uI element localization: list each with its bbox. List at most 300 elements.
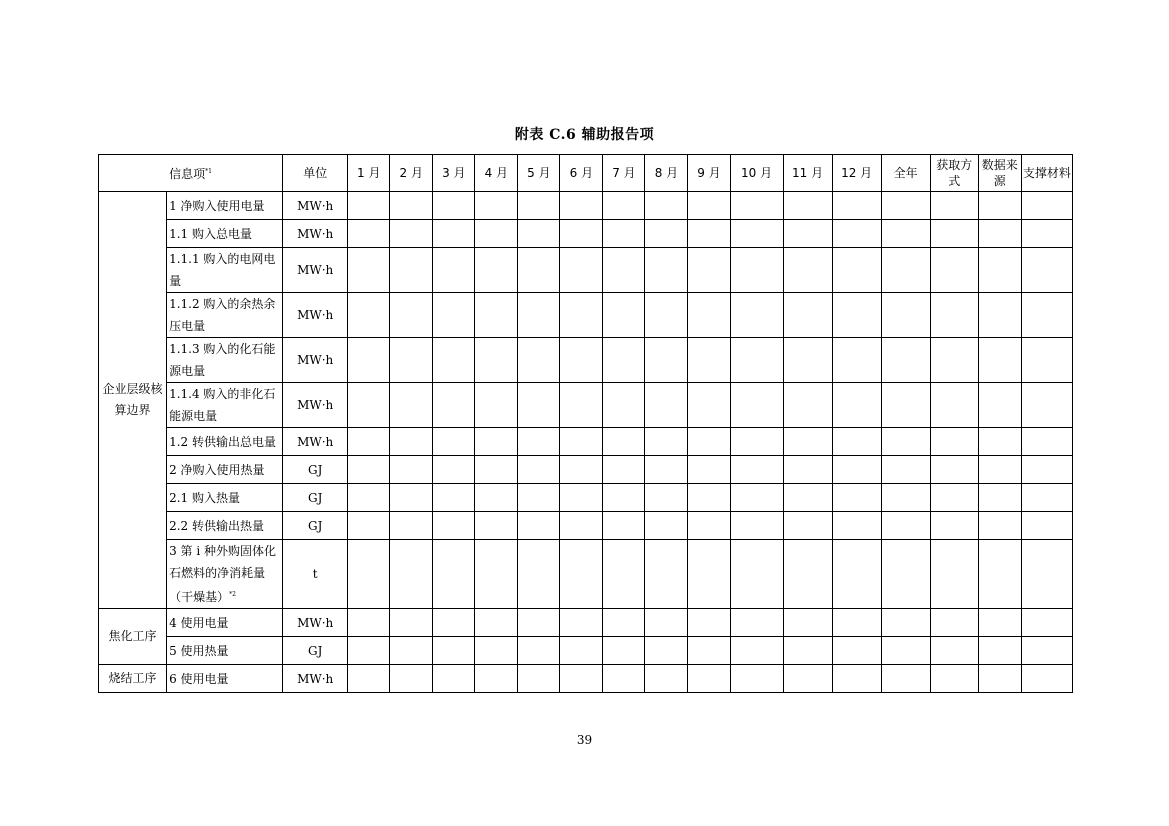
value-cell[interactable]: [603, 484, 645, 512]
item-cell: [167, 637, 283, 665]
value-cell[interactable]: [930, 456, 978, 484]
value-cell[interactable]: [881, 484, 930, 512]
value-cell[interactable]: [730, 540, 783, 609]
value-cell[interactable]: [348, 484, 390, 512]
value-cell[interactable]: [645, 248, 688, 293]
value-cell[interactable]: [832, 540, 881, 609]
value-cell[interactable]: [730, 220, 783, 248]
table-row: [99, 665, 1073, 693]
value-cell[interactable]: [603, 428, 645, 456]
value-cell[interactable]: [1021, 248, 1072, 293]
value-cell[interactable]: [688, 220, 730, 248]
item-cell: [167, 220, 283, 248]
header-month-1: 1 月: [348, 155, 390, 192]
item-label: 1.1.3 购入的化石能源电量: [169, 342, 276, 378]
value-cell[interactable]: [881, 428, 930, 456]
value-cell[interactable]: [978, 609, 1021, 637]
value-cell[interactable]: [978, 428, 1021, 456]
unit-cell: GJ: [283, 637, 348, 665]
value-cell[interactable]: [475, 609, 518, 637]
value-cell[interactable]: [832, 338, 881, 383]
value-cell[interactable]: [1021, 220, 1072, 248]
item-label: 6 使用电量: [169, 671, 229, 686]
value-cell[interactable]: [390, 637, 433, 665]
value-cell[interactable]: [518, 665, 560, 693]
value-cell[interactable]: [348, 428, 390, 456]
item-cell: [167, 665, 283, 693]
value-cell[interactable]: [930, 637, 978, 665]
value-cell[interactable]: [348, 248, 390, 293]
value-cell[interactable]: [881, 338, 930, 383]
value-cell[interactable]: [518, 248, 560, 293]
header-month-6: 6 月: [560, 155, 603, 192]
value-cell[interactable]: [783, 512, 832, 540]
value-cell[interactable]: [978, 665, 1021, 693]
value-cell[interactable]: [560, 293, 603, 338]
value-cell[interactable]: [978, 637, 1021, 665]
value-cell[interactable]: [645, 512, 688, 540]
item-label: 1.1.4 购入的非化石能源电量: [169, 387, 276, 423]
value-cell[interactable]: [433, 609, 475, 637]
page-number: 39: [576, 733, 593, 747]
unit-cell: GJ: [283, 484, 348, 512]
value-cell[interactable]: [783, 192, 832, 220]
value-cell[interactable]: [433, 665, 475, 693]
value-cell[interactable]: [832, 192, 881, 220]
value-cell[interactable]: [603, 512, 645, 540]
value-cell[interactable]: [475, 484, 518, 512]
unit-cell: MW·h: [283, 220, 348, 248]
value-cell[interactable]: [688, 383, 730, 428]
item-label: 3 第 i 种外购固体化石燃料的净消耗量（干燥基）: [169, 544, 276, 604]
table-row: [99, 637, 1073, 665]
header-info-item: 信息项$^{*1}$: [99, 155, 283, 192]
value-cell[interactable]: [688, 540, 730, 609]
table-title: 附表 C.6 辅助报告项: [514, 127, 655, 143]
header-month-7: 7 月: [603, 155, 645, 192]
value-cell[interactable]: [1021, 456, 1072, 484]
table-row: [99, 512, 1073, 540]
value-cell[interactable]: [560, 456, 603, 484]
value-cell[interactable]: [348, 665, 390, 693]
value-cell[interactable]: [832, 428, 881, 456]
value-cell[interactable]: [881, 637, 930, 665]
value-cell[interactable]: [645, 338, 688, 383]
value-cell[interactable]: [783, 609, 832, 637]
value-cell[interactable]: [1021, 540, 1072, 609]
item-label: 1.1.2 购入的余热余压电量: [169, 297, 276, 333]
value-cell[interactable]: [348, 456, 390, 484]
value-cell[interactable]: [348, 293, 390, 338]
value-cell[interactable]: [433, 428, 475, 456]
value-cell[interactable]: [475, 338, 518, 383]
value-cell[interactable]: [730, 293, 783, 338]
value-cell[interactable]: [832, 609, 881, 637]
value-cell[interactable]: [881, 512, 930, 540]
value-cell[interactable]: [783, 456, 832, 484]
value-cell[interactable]: [560, 609, 603, 637]
value-cell[interactable]: [1021, 383, 1072, 428]
value-cell[interactable]: [730, 383, 783, 428]
value-cell[interactable]: [783, 383, 832, 428]
header-month-8: 8 月: [645, 155, 688, 192]
item-note: *2: [229, 591, 236, 598]
value-cell[interactable]: [881, 665, 930, 693]
value-cell[interactable]: [390, 512, 433, 540]
value-cell[interactable]: [348, 637, 390, 665]
item-cell: [167, 609, 283, 637]
value-cell[interactable]: [730, 338, 783, 383]
table-row: [99, 428, 1073, 456]
value-cell[interactable]: [730, 512, 783, 540]
value-cell[interactable]: [930, 338, 978, 383]
value-cell[interactable]: [930, 248, 978, 293]
value-cell[interactable]: [475, 293, 518, 338]
table-row: [99, 220, 1073, 248]
value-cell[interactable]: [832, 456, 881, 484]
header-month-11: 11 月: [783, 155, 832, 192]
value-cell[interactable]: [390, 248, 433, 293]
value-cell[interactable]: [433, 293, 475, 338]
value-cell[interactable]: [730, 484, 783, 512]
value-cell[interactable]: [560, 637, 603, 665]
value-cell[interactable]: [390, 383, 433, 428]
value-cell[interactable]: [930, 293, 978, 338]
value-cell[interactable]: [645, 609, 688, 637]
value-cell[interactable]: [832, 383, 881, 428]
item-label: 1.1.1 购入的电网电量: [169, 252, 276, 288]
value-cell[interactable]: [433, 192, 475, 220]
value-cell[interactable]: [348, 512, 390, 540]
value-cell[interactable]: [1021, 484, 1072, 512]
value-cell[interactable]: [348, 338, 390, 383]
category-cell: 焦化工序: [99, 609, 167, 665]
value-cell[interactable]: [832, 484, 881, 512]
value-cell[interactable]: [348, 383, 390, 428]
item-label: 2.2 转供输出热量: [169, 518, 264, 533]
value-cell[interactable]: [978, 220, 1021, 248]
unit-cell: MW·h: [283, 428, 348, 456]
value-cell[interactable]: [390, 484, 433, 512]
value-cell[interactable]: [433, 456, 475, 484]
value-cell[interactable]: [730, 192, 783, 220]
item-label: 5 使用热量: [169, 643, 229, 658]
value-cell[interactable]: [560, 192, 603, 220]
header-month-4: 4 月: [475, 155, 518, 192]
value-cell[interactable]: [603, 540, 645, 609]
item-cell: [167, 383, 283, 428]
value-cell[interactable]: [475, 428, 518, 456]
value-cell[interactable]: [930, 428, 978, 456]
value-cell[interactable]: [881, 248, 930, 293]
value-cell[interactable]: [603, 637, 645, 665]
value-cell[interactable]: [978, 484, 1021, 512]
value-cell[interactable]: [978, 293, 1021, 338]
value-cell[interactable]: [390, 540, 433, 609]
value-cell[interactable]: [832, 665, 881, 693]
value-cell[interactable]: [783, 637, 832, 665]
value-cell[interactable]: [783, 220, 832, 248]
value-cell[interactable]: [645, 220, 688, 248]
value-cell[interactable]: [518, 293, 560, 338]
value-cell[interactable]: [518, 512, 560, 540]
value-cell[interactable]: [1021, 293, 1072, 338]
value-cell[interactable]: [881, 220, 930, 248]
value-cell[interactable]: [930, 665, 978, 693]
value-cell[interactable]: [560, 220, 603, 248]
item-label: 1.1 购入总电量: [169, 226, 252, 241]
value-cell[interactable]: [688, 428, 730, 456]
value-cell[interactable]: [518, 220, 560, 248]
value-cell[interactable]: [688, 456, 730, 484]
value-cell[interactable]: [560, 665, 603, 693]
value-cell[interactable]: [390, 220, 433, 248]
value-cell[interactable]: [390, 456, 433, 484]
value-cell[interactable]: [688, 293, 730, 338]
item-cell: [167, 338, 283, 383]
value-cell[interactable]: [978, 383, 1021, 428]
value-cell[interactable]: [645, 540, 688, 609]
value-cell[interactable]: [603, 220, 645, 248]
value-cell[interactable]: [978, 456, 1021, 484]
unit-cell: GJ: [283, 456, 348, 484]
value-cell[interactable]: [475, 248, 518, 293]
value-cell[interactable]: [730, 665, 783, 693]
table-row: [99, 456, 1073, 484]
unit-cell: MW·h: [283, 248, 348, 293]
item-label: 2.1 购入热量: [169, 490, 240, 505]
value-cell[interactable]: [560, 428, 603, 456]
value-cell[interactable]: [433, 383, 475, 428]
value-cell[interactable]: [881, 609, 930, 637]
value-cell[interactable]: [881, 293, 930, 338]
value-cell[interactable]: [390, 428, 433, 456]
value-cell[interactable]: [475, 220, 518, 248]
value-cell[interactable]: [475, 512, 518, 540]
table-row: [99, 192, 1073, 220]
value-cell[interactable]: [881, 383, 930, 428]
value-cell[interactable]: [1021, 428, 1072, 456]
value-cell[interactable]: [688, 484, 730, 512]
table-row: [99, 248, 1073, 293]
value-cell[interactable]: [603, 456, 645, 484]
unit-cell: GJ: [283, 512, 348, 540]
value-cell[interactable]: [1021, 192, 1072, 220]
value-cell[interactable]: [518, 637, 560, 665]
value-cell[interactable]: [603, 609, 645, 637]
header-month-10: 10 月: [730, 155, 783, 192]
value-cell[interactable]: [881, 192, 930, 220]
value-cell[interactable]: [783, 248, 832, 293]
header-month-12: 12 月: [832, 155, 881, 192]
value-cell[interactable]: [688, 609, 730, 637]
value-cell[interactable]: [348, 540, 390, 609]
value-cell[interactable]: [433, 484, 475, 512]
table-row: [99, 383, 1073, 428]
value-cell[interactable]: [645, 484, 688, 512]
value-cell[interactable]: [783, 665, 832, 693]
value-cell[interactable]: [560, 512, 603, 540]
category-cell: 企业层级核算边界: [99, 192, 167, 609]
value-cell[interactable]: [560, 248, 603, 293]
value-cell[interactable]: [475, 383, 518, 428]
value-cell[interactable]: [930, 512, 978, 540]
value-cell[interactable]: [1021, 609, 1072, 637]
value-cell[interactable]: [930, 220, 978, 248]
value-cell[interactable]: [930, 609, 978, 637]
header-row: [99, 155, 1073, 192]
value-cell[interactable]: [783, 428, 832, 456]
value-cell[interactable]: [603, 383, 645, 428]
value-cell[interactable]: [390, 293, 433, 338]
value-cell[interactable]: [433, 338, 475, 383]
value-cell[interactable]: [518, 456, 560, 484]
value-cell[interactable]: [518, 609, 560, 637]
value-cell[interactable]: [433, 637, 475, 665]
value-cell[interactable]: [783, 540, 832, 609]
value-cell[interactable]: [688, 512, 730, 540]
value-cell[interactable]: [688, 338, 730, 383]
value-cell[interactable]: [783, 338, 832, 383]
value-cell[interactable]: [603, 338, 645, 383]
value-cell[interactable]: [832, 293, 881, 338]
value-cell[interactable]: [832, 248, 881, 293]
value-cell[interactable]: [475, 456, 518, 484]
value-cell[interactable]: [730, 456, 783, 484]
table-row: [99, 540, 1073, 609]
unit-cell: MW·h: [283, 383, 348, 428]
value-cell[interactable]: [603, 192, 645, 220]
unit-cell: MW·h: [283, 192, 348, 220]
value-cell[interactable]: [730, 637, 783, 665]
auxiliary-report-table: [98, 154, 1073, 693]
value-cell[interactable]: [645, 293, 688, 338]
table-body: [99, 192, 1073, 693]
header-month-2: 2 月: [390, 155, 433, 192]
value-cell[interactable]: [832, 637, 881, 665]
value-cell[interactable]: [433, 540, 475, 609]
value-cell[interactable]: [433, 220, 475, 248]
unit-cell: t: [283, 540, 348, 609]
item-label: 4 使用电量: [169, 615, 229, 630]
item-label: 2 净购入使用热量: [169, 462, 265, 477]
item-cell: [167, 540, 283, 609]
value-cell[interactable]: [348, 192, 390, 220]
value-cell[interactable]: [475, 192, 518, 220]
value-cell[interactable]: [433, 512, 475, 540]
value-cell[interactable]: [930, 540, 978, 609]
table-row: [99, 338, 1073, 383]
value-cell[interactable]: [978, 338, 1021, 383]
value-cell[interactable]: [783, 293, 832, 338]
header-month-9: 9 月: [688, 155, 730, 192]
value-cell[interactable]: [688, 192, 730, 220]
value-cell[interactable]: [475, 665, 518, 693]
value-cell[interactable]: [1021, 338, 1072, 383]
value-cell[interactable]: [1021, 665, 1072, 693]
unit-cell: MW·h: [283, 293, 348, 338]
value-cell[interactable]: [930, 484, 978, 512]
value-cell[interactable]: [978, 512, 1021, 540]
value-cell[interactable]: [518, 383, 560, 428]
item-cell: [167, 512, 283, 540]
value-cell[interactable]: [560, 540, 603, 609]
table-row: [99, 484, 1073, 512]
value-cell[interactable]: [645, 383, 688, 428]
value-cell[interactable]: [1021, 637, 1072, 665]
value-cell[interactable]: [832, 512, 881, 540]
value-cell[interactable]: [603, 293, 645, 338]
value-cell[interactable]: [560, 338, 603, 383]
value-cell[interactable]: [730, 428, 783, 456]
header-full-year: 全年: [881, 155, 930, 192]
value-cell[interactable]: [930, 192, 978, 220]
item-cell: [167, 456, 283, 484]
value-cell[interactable]: [645, 665, 688, 693]
value-cell[interactable]: [688, 248, 730, 293]
value-cell[interactable]: [518, 484, 560, 512]
value-cell[interactable]: [730, 248, 783, 293]
value-cell[interactable]: [560, 484, 603, 512]
value-cell[interactable]: [348, 609, 390, 637]
value-cell[interactable]: [783, 484, 832, 512]
value-cell[interactable]: [688, 665, 730, 693]
unit-cell: MW·h: [283, 665, 348, 693]
header-month-3: 3 月: [433, 155, 475, 192]
value-cell[interactable]: [645, 428, 688, 456]
value-cell[interactable]: [978, 248, 1021, 293]
header-month-5: 5 月: [518, 155, 560, 192]
header-data-source: 数据来源: [978, 155, 1021, 192]
value-cell[interactable]: [390, 665, 433, 693]
value-cell[interactable]: [518, 338, 560, 383]
value-cell[interactable]: [390, 609, 433, 637]
value-cell[interactable]: [348, 220, 390, 248]
value-cell[interactable]: [560, 383, 603, 428]
value-cell[interactable]: [881, 456, 930, 484]
value-cell[interactable]: [390, 192, 433, 220]
value-cell[interactable]: [881, 540, 930, 609]
category-cell: 烧结工序: [99, 665, 167, 693]
item-cell: [167, 428, 283, 456]
value-cell[interactable]: [978, 192, 1021, 220]
value-cell[interactable]: [978, 540, 1021, 609]
value-cell[interactable]: [518, 540, 560, 609]
item-label: 1.2 转供输出总电量: [169, 434, 276, 449]
value-cell[interactable]: [930, 383, 978, 428]
value-cell[interactable]: [730, 609, 783, 637]
value-cell[interactable]: [603, 665, 645, 693]
item-cell: [167, 248, 283, 293]
value-cell[interactable]: [390, 338, 433, 383]
item-label: 1 净购入使用电量: [169, 198, 265, 213]
value-cell[interactable]: [475, 637, 518, 665]
value-cell[interactable]: [603, 248, 645, 293]
header-acquisition-method: 获取方式: [930, 155, 978, 192]
header-unit: 单位: [283, 155, 348, 192]
value-cell[interactable]: [518, 428, 560, 456]
value-cell[interactable]: [1021, 512, 1072, 540]
value-cell[interactable]: [688, 637, 730, 665]
value-cell[interactable]: [645, 637, 688, 665]
value-cell[interactable]: [645, 192, 688, 220]
value-cell[interactable]: [832, 220, 881, 248]
value-cell[interactable]: [433, 248, 475, 293]
value-cell[interactable]: [518, 192, 560, 220]
value-cell[interactable]: [475, 540, 518, 609]
value-cell[interactable]: [645, 456, 688, 484]
table-row: [99, 293, 1073, 338]
